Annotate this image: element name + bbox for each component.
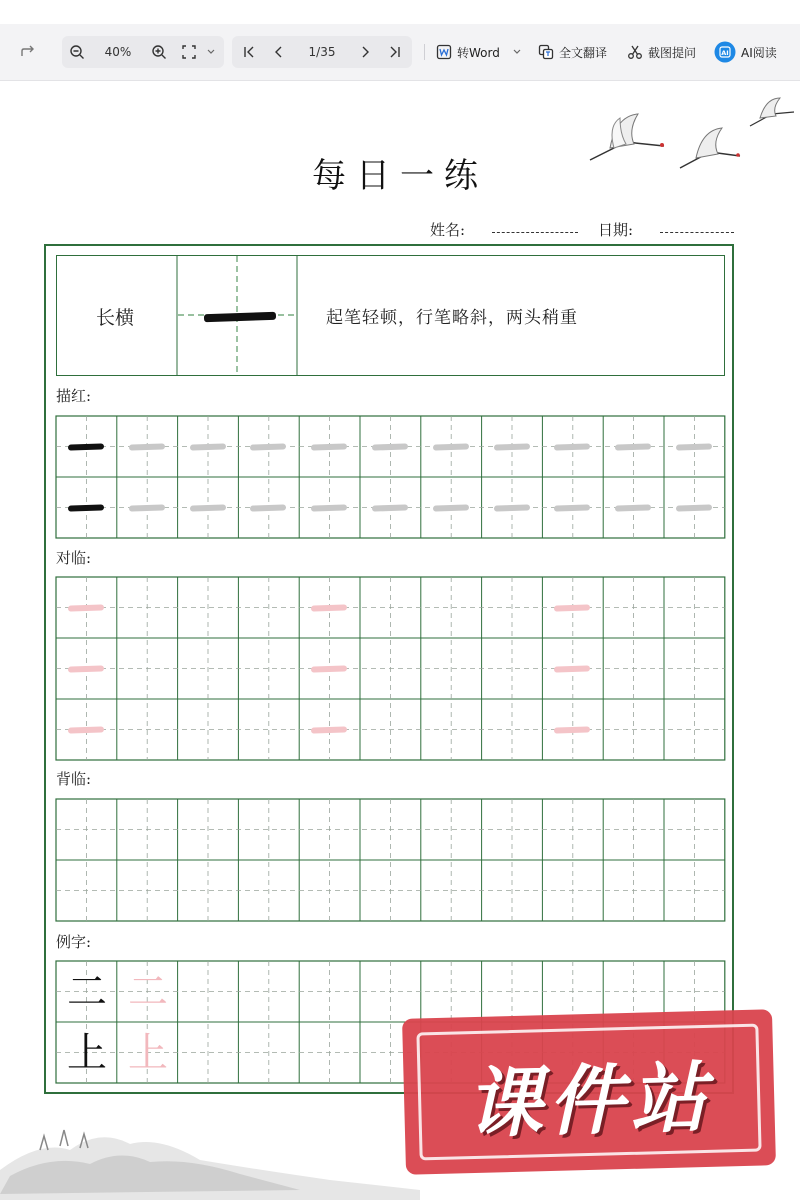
- copy-hint-stroke: [68, 665, 104, 672]
- trace-stroke: [494, 504, 530, 511]
- svg-text:AI: AI: [721, 49, 729, 58]
- stroke-description: 起笔轻顿，行笔略斜，两头稍重: [326, 308, 578, 328]
- copy-hint-stroke: [68, 604, 104, 611]
- trace-stroke: [433, 443, 469, 450]
- trace-stroke: [250, 443, 286, 450]
- trace-stroke: [676, 504, 712, 511]
- zoom-level[interactable]: 40%: [104, 45, 132, 59]
- trace-model-stroke: [68, 504, 104, 511]
- copy-hint-stroke: [554, 726, 590, 733]
- watermark-stamp: [402, 1009, 776, 1175]
- copy-hint-stroke: [68, 726, 104, 733]
- section-recite-label: 背临:: [56, 770, 92, 788]
- trace-stroke: [250, 504, 286, 511]
- trace-stroke: [554, 443, 590, 450]
- copy-hint-stroke: [554, 604, 590, 611]
- trace-model-stroke: [68, 443, 104, 450]
- copy-hint-stroke: [311, 726, 347, 733]
- section-copy-label: 对临:: [56, 549, 92, 567]
- example-char-2-trace: 上: [128, 1030, 168, 1076]
- trace-stroke: [676, 443, 712, 450]
- name-label: 姓名:: [430, 221, 466, 239]
- trace-stroke: [372, 443, 408, 450]
- example-char-2: 上: [67, 1030, 107, 1076]
- date-label: 日期:: [598, 221, 634, 239]
- trace-stroke: [129, 443, 165, 450]
- stroke-name: 长横: [96, 307, 135, 329]
- landscape-illustration: [0, 1110, 420, 1200]
- section-trace-label: 描红:: [56, 387, 92, 405]
- trace-stroke: [554, 504, 590, 511]
- watermark-text: 课件站: [465, 1052, 714, 1149]
- example-char-1-trace: 二: [128, 969, 168, 1015]
- trace-stroke: [433, 504, 469, 511]
- trace-stroke: [615, 443, 651, 450]
- trace-stroke: [311, 504, 347, 511]
- screenshot-ask-label: 截图提问: [648, 45, 697, 60]
- example-char-1: 二: [67, 969, 107, 1015]
- trace-stroke: [190, 443, 226, 450]
- section-examples-label: 例字:: [56, 933, 92, 951]
- trace-stroke: [615, 504, 651, 511]
- page-indicator[interactable]: 1/35: [308, 45, 336, 59]
- page-title: 每日一练: [312, 156, 488, 196]
- trace-stroke: [190, 504, 226, 511]
- copy-hint-stroke: [311, 665, 347, 672]
- translate-label: 全文翻译: [559, 45, 608, 60]
- trace-stroke: [494, 443, 530, 450]
- trace-stroke: [311, 443, 347, 450]
- copy-hint-stroke: [554, 665, 590, 672]
- copy-hint-stroke: [311, 604, 347, 611]
- to-word-label: 转Word: [457, 45, 500, 60]
- ai-read-label: AI阅读: [741, 45, 777, 60]
- trace-stroke: [372, 504, 408, 511]
- trace-stroke: [129, 504, 165, 511]
